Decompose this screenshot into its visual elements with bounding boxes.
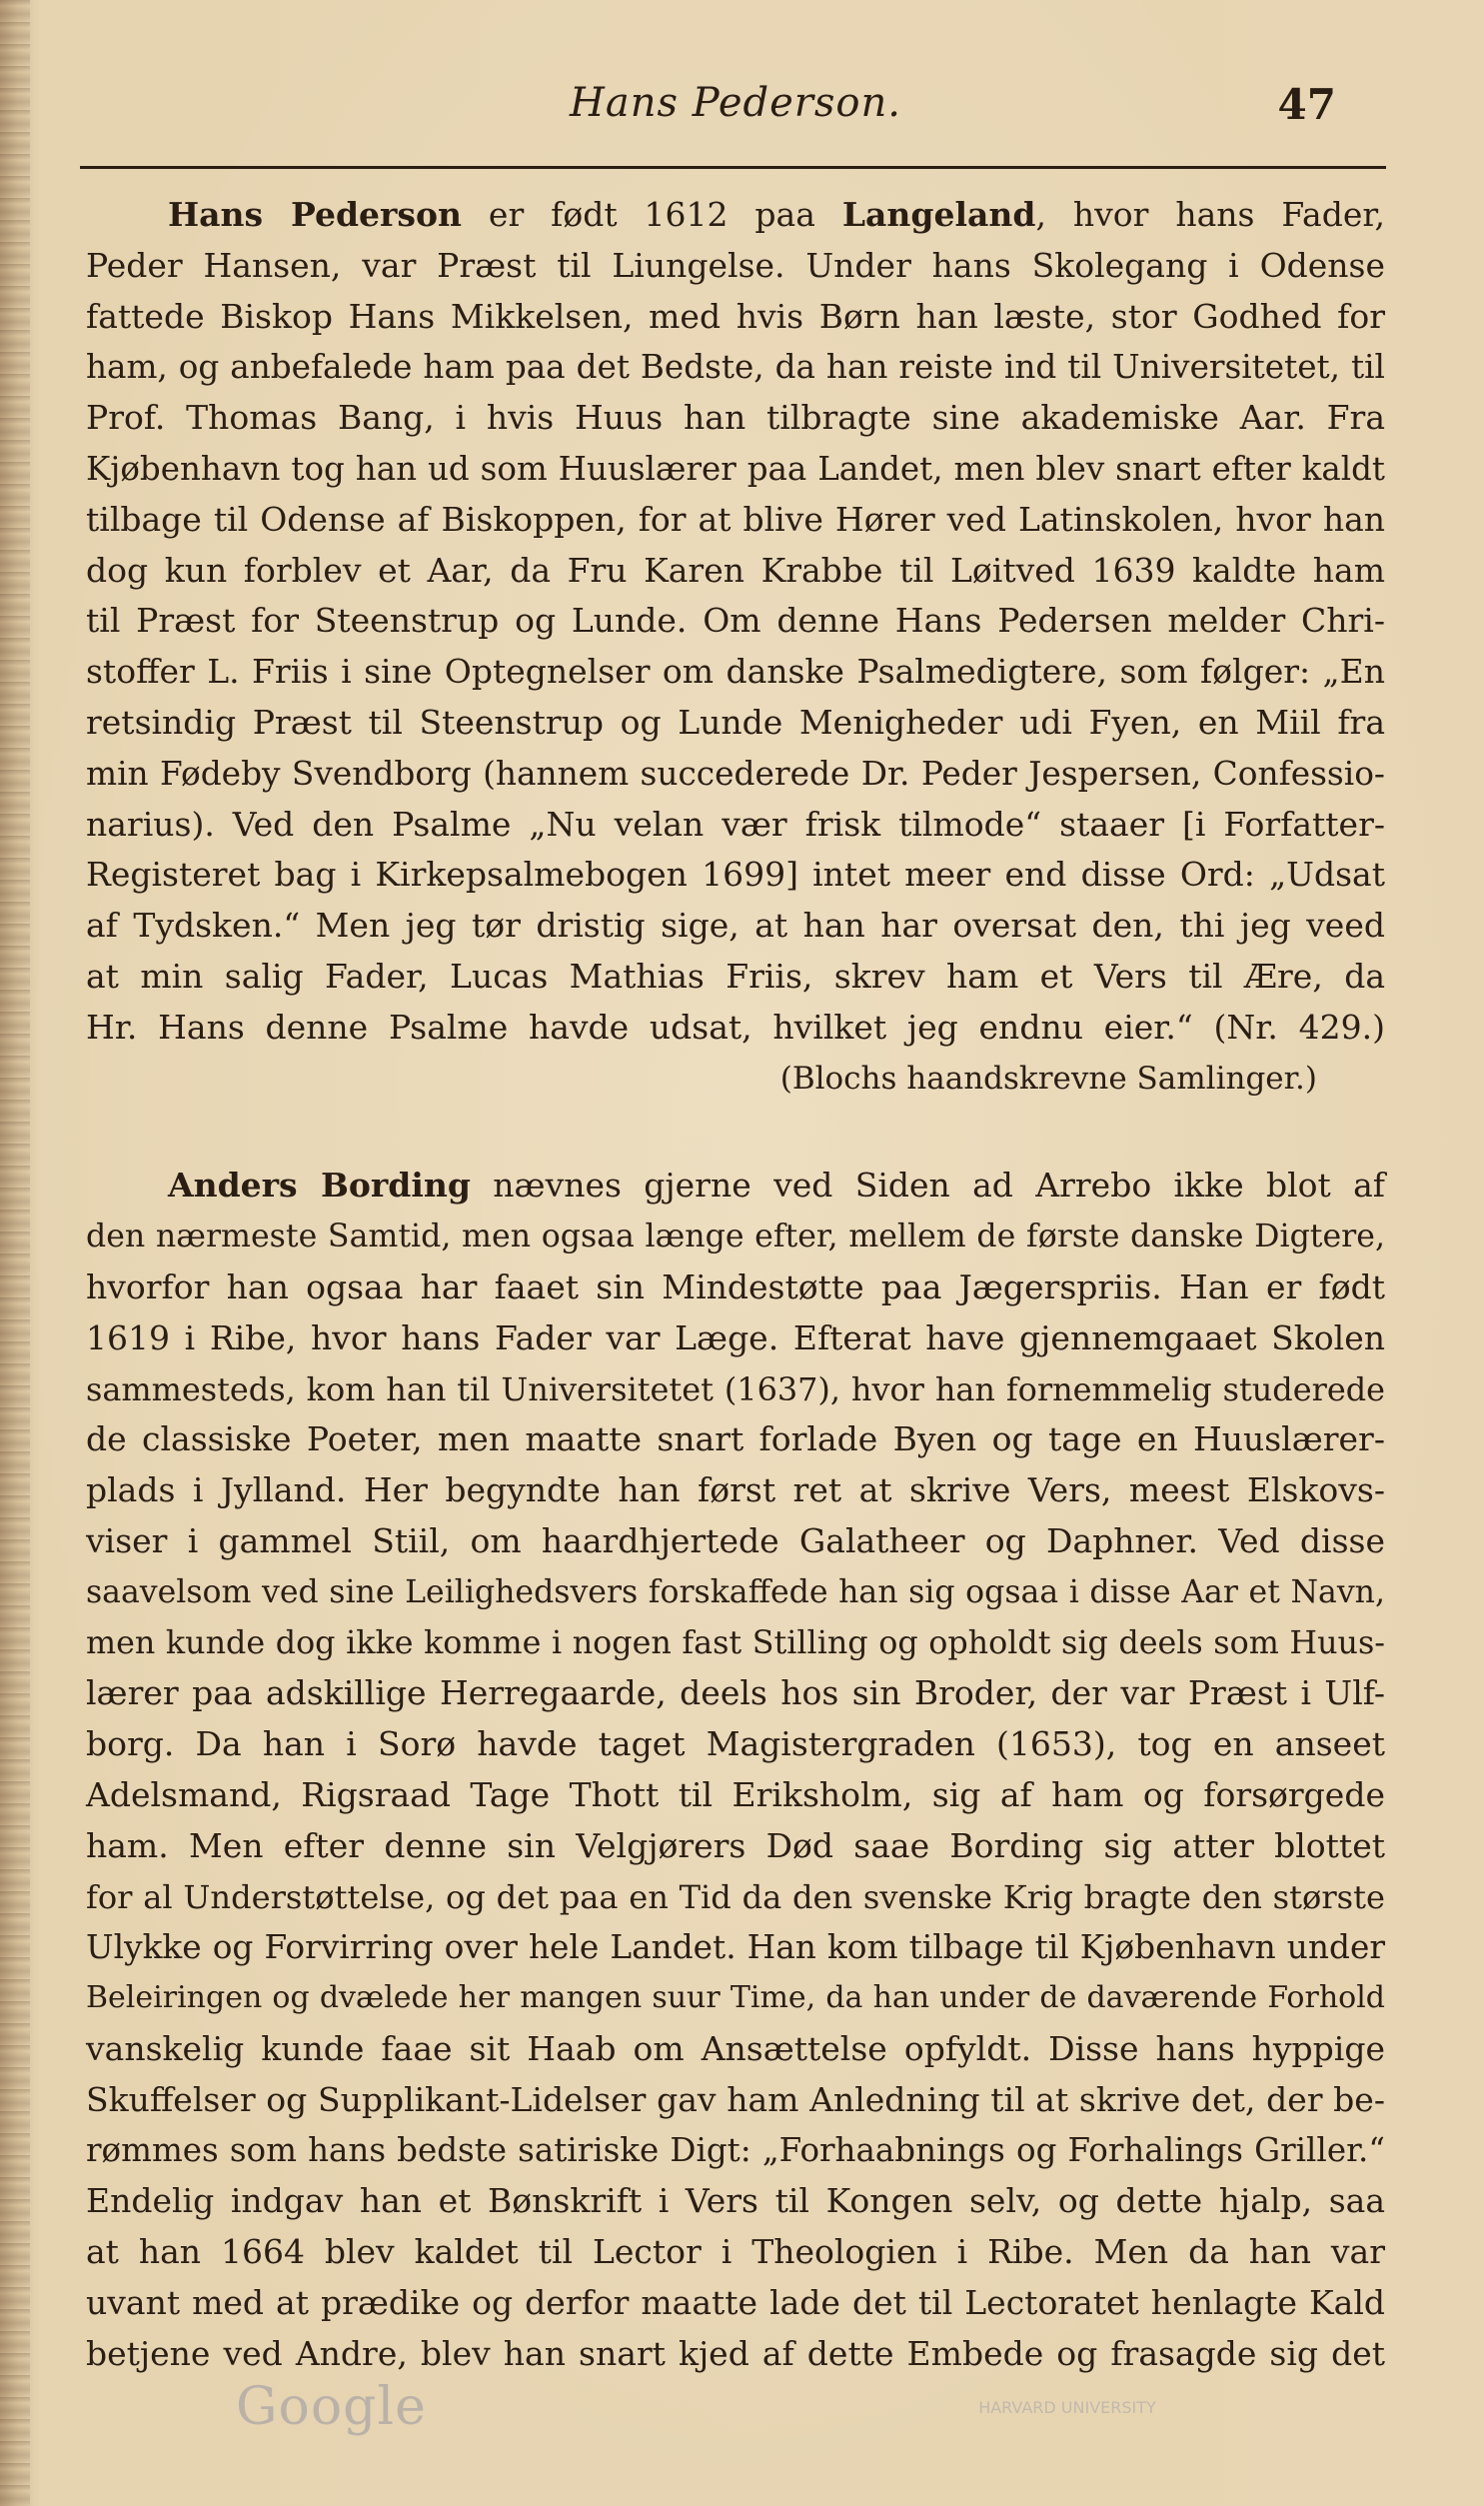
library-watermark: HARVARD UNIVERSITY (978, 2398, 1156, 2417)
text-line: til Præst for Steenstrup og Lunde. Om denne Hans Pedersen melder Chri- (86, 601, 1385, 641)
text-line: Hans Pederson er født 1612 paa Langeland, hvor hans Fader, (168, 195, 1385, 234)
text-line: Beleiringen og dvælede her mangen suur Time, da han under de daværende Forhold (86, 1980, 1385, 2016)
text-line: de classiske Poeter, men maatte snart forlade Byen og tage en Huuslærer- (86, 1419, 1385, 1459)
text-line: 1619 i Ribe, hvor hans Fader var Læge. Efterat have gjennemgaaet Skolen (86, 1317, 1385, 1357)
text-line: borg. Da han i Sorø havde taget Magistergraden (1653), tog en anseet (86, 1724, 1385, 1764)
text-line: retsindig Præst til Steenstrup og Lunde Menigheder udi Fyen, en Miil fra (86, 702, 1385, 742)
section-gap (86, 1104, 1385, 1161)
text-line: at min salig Fader, Lucas Mathias Friis, skrev ham et Vers til Ære, da (86, 956, 1385, 996)
entry-hans-pederson (86, 190, 1385, 1104)
google-watermark-logo: Google (236, 2377, 427, 2437)
text-line: betjene ved Andre, blev han snart kjed af dette Embede og frasagde sig det (86, 2333, 1385, 2373)
source-note: (Blochs haandskrevne Samlinger.) (779, 1060, 1317, 1097)
running-title: Hans Pederson. (569, 80, 901, 126)
text-line: Endelig indgav han et Bønskrift i Vers til Kongen selv, og dette hjalp, saa (86, 2181, 1385, 2221)
text-line: lærer paa adskillige Herregaarde, deels hos sin Broder, der var Præst i Ulf- (86, 1673, 1385, 1713)
text-line: Kjøbenhavn tog han ud som Huuslærer paa Landet, men blev snart efter kaldt (86, 449, 1385, 488)
text-line: Skuffelser og Supplikant-Lidelser gav ham Anledning til at skrive det, der be- (86, 2079, 1385, 2119)
text-line: Prof. Thomas Bang, i hvis Huus han tilbragte sine akademiske Aar. Fra (86, 398, 1385, 438)
page-gutter-shadow (0, 0, 30, 2506)
text-line: plads i Jylland. Her begyndte han først ret at skrive Vers, meest Elskovs- (86, 1470, 1385, 1510)
text-line: Anders Bording nævnes gjerne ved Siden ad Arrebo ikke blot af (168, 1166, 1385, 1206)
entry-anders-bording (86, 1161, 1385, 2379)
text-line: den nærmeste Samtid, men ogsaa længe efter, mellem de første danske Digtere, (86, 1219, 1385, 1255)
page-number: 47 (1277, 80, 1336, 129)
text-line: dog kun forblev et Aar, da Fru Karen Krabbe til Løitved 1639 kaldte ham (86, 550, 1385, 590)
text-line: uvant med at prædike og derfor maatte lade det til Lectoratet henlagte Kald (86, 2282, 1385, 2322)
header-rule (80, 166, 1386, 169)
text-line: min Fødeby Svendborg (hannem succederede Dr. Peder Jespersen, Confessio- (86, 754, 1385, 793)
body-text (86, 190, 1385, 2379)
entry-name: Hans Pederson (168, 195, 463, 234)
text-line: narius). Ved den Psalme „Nu velan vær frisk tilmode“ staaer [i Forfatter- (86, 804, 1385, 844)
text-line: af Tydsken.“ Men jeg tør dristig sige, at han har oversat den, thi jeg veed (86, 906, 1385, 946)
text-line: ham, og anbefalede ham paa det Bedste, da han reiste ind til Universitetet, til (86, 348, 1385, 387)
entry-name: Anders Bording (168, 1166, 471, 1206)
text-line: tilbage til Odense af Biskoppen, for at blive Hører ved Latinskolen, hvor han (86, 499, 1385, 539)
text-line: hvorfor han ogsaa har faaet sin Mindestøtte paa Jægerspriis. Han er født (86, 1266, 1385, 1306)
text-line: stoffer L. Friis i sine Optegnelser om danske Psalmedigtere, som følger: „En (86, 652, 1385, 692)
text-line: Ulykke og Forvirring over hele Landet. Han kom tilbage til Kjøbenhavn under (86, 1928, 1385, 1967)
text-line: Peder Hansen, var Præst til Liungelse. Under hans Skolegang i Odense (86, 245, 1385, 285)
text-line: fattede Biskop Hans Mikkelsen, med hvis Børn han læste, stor Godhed for (86, 296, 1385, 336)
page-header (85, 80, 1386, 140)
text-line: Registeret bag i Kirkepsalmebogen 1699] intet meer end disse Ord: „Udsat (86, 855, 1385, 895)
text-line: ham. Men efter denne sin Velgjørers Død saae Bording sig atter blottet (86, 1825, 1385, 1865)
text-line: viser i gammel Stiil, om haardhjertede Galatheer og Daphner. Ved disse (86, 1520, 1385, 1560)
text-line: for al Understøttelse, og det paa en Tid da den svenske Krig bragte den største (86, 1877, 1385, 1916)
text-line: Hr. Hans denne Psalme havde udsat, hvilket jeg endnu eier.“ (Nr. 429.) (86, 1007, 1385, 1047)
text-line: men kunde dog ikke komme i nogen fast Stilling og opholdt sig deels som Huus- (86, 1624, 1385, 1661)
text-line: rømmes som hans bedste satiriske Digt: „Forhaabnings og Forhalings Griller.“ (86, 2131, 1385, 2170)
text-line: saavelsom ved sine Leilighedsvers forskaffede han sig ogsaa i disse Aar et Navn, (86, 1573, 1385, 1610)
text-line: sammesteds, kom han til Universitetet (1637), hvor han fornemmelig studerede (86, 1369, 1385, 1408)
place-name: Langeland (841, 195, 1036, 234)
text-line: vanskelig kunde faae sit Haab om Ansættelse opfyldt. Disse hans hyppige (86, 2028, 1385, 2068)
text-line: at han 1664 blev kaldet til Lector i Theologien i Ribe. Men da han var (86, 2232, 1385, 2272)
text-line: Adelsmand, Rigsraad Tage Thott til Eriksholm, sig af ham og forsørgede (86, 1774, 1385, 1814)
